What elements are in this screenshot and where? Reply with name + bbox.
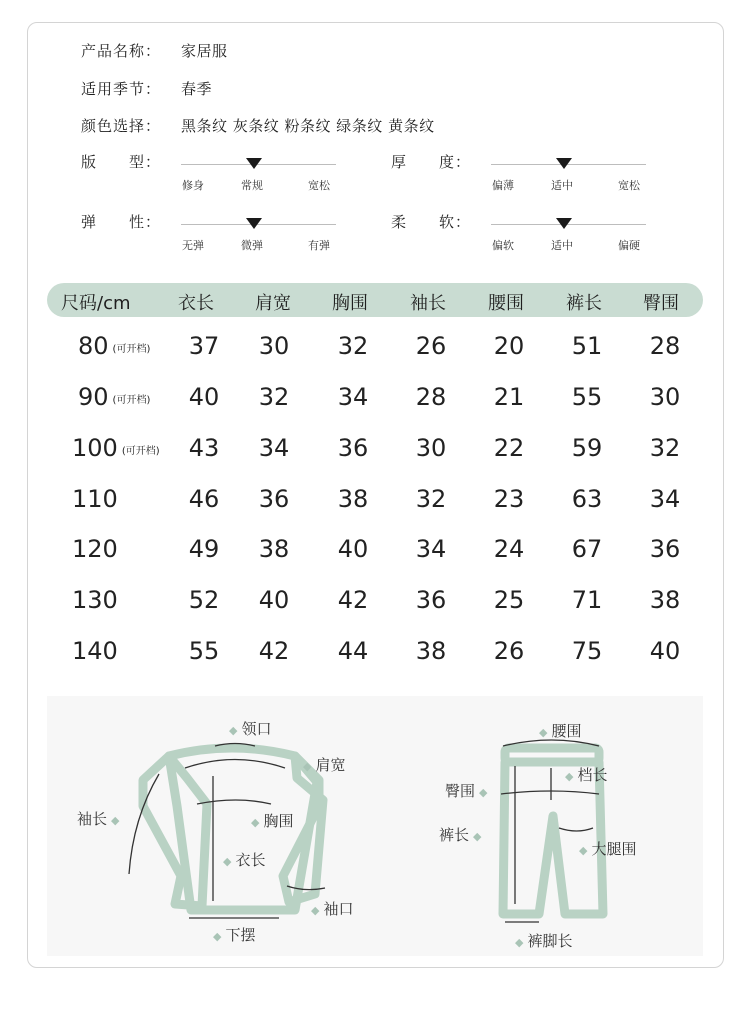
product-name-row	[81, 40, 228, 61]
label-chest: ◆ 胸围	[251, 812, 294, 830]
size-value: 90	[78, 383, 109, 411]
measurement-cell: 75	[571, 637, 603, 665]
measurement-cell: 59	[571, 434, 603, 462]
header-size: 尺码/cm	[61, 293, 131, 314]
table-row	[0, 637, 750, 677]
scale-option: 偏硬	[618, 239, 640, 252]
label-length: ◆ 衣长	[223, 851, 266, 869]
season-row	[81, 78, 212, 99]
scale-option: 适中	[551, 179, 573, 192]
scale-label: 厚 度：	[391, 153, 472, 171]
softness-scale	[391, 211, 691, 261]
measurement-cell: 21	[493, 383, 525, 411]
jacket-shape	[143, 748, 323, 910]
header-hip: 臀围	[643, 293, 679, 314]
scale-option: 偏薄	[492, 179, 514, 192]
scale-option: 宽松	[308, 179, 330, 192]
measurement-cell: 49	[188, 535, 220, 563]
measurement-cell: 32	[337, 332, 369, 360]
header-pants-length: 裤长	[566, 293, 602, 314]
measurement-cell: 44	[337, 637, 369, 665]
measurement-cell: 24	[493, 535, 525, 563]
size-value: 120	[72, 535, 118, 563]
scale-option: 修身	[182, 179, 204, 192]
measurement-cell: 40	[649, 637, 681, 665]
measurement-cell: 32	[415, 485, 447, 513]
scale-label: 弹 性：	[81, 213, 162, 231]
scale-option: 宽松	[618, 179, 640, 192]
label-leg-opening: ◆ 裤脚长	[515, 932, 573, 950]
size-cell	[72, 485, 118, 513]
measurement-cell: 55	[188, 637, 220, 665]
measurement-cell: 36	[415, 586, 447, 614]
label-collar: ◆ 领口	[229, 720, 272, 738]
size-cell	[72, 586, 118, 614]
scale-marker-icon	[246, 218, 262, 229]
season-label: 适用季节：	[81, 80, 162, 98]
product-name-label: 产品名称：	[81, 42, 162, 60]
measurement-cell: 34	[258, 434, 290, 462]
measurement-cell: 67	[571, 535, 603, 563]
size-cell	[78, 332, 150, 360]
measurement-cell: 28	[649, 332, 681, 360]
table-row	[0, 383, 750, 423]
scale-marker-icon	[556, 158, 572, 169]
measurement-diagram	[47, 696, 703, 956]
color-row	[81, 115, 435, 136]
header-length: 衣长	[178, 293, 214, 314]
measurement-cell: 38	[649, 586, 681, 614]
measurement-cell: 32	[649, 434, 681, 462]
scale-option: 偏软	[492, 239, 514, 252]
size-value: 140	[72, 637, 118, 665]
size-cell	[72, 637, 118, 665]
scale-label: 柔 软：	[391, 213, 472, 231]
fit-scale	[81, 151, 381, 201]
measurement-cell: 34	[415, 535, 447, 563]
size-cell	[72, 535, 118, 563]
table-row	[0, 332, 750, 372]
size-note: (可开档)	[121, 445, 160, 457]
measurement-cell: 71	[571, 586, 603, 614]
measurement-cell: 38	[415, 637, 447, 665]
color-label: 颜色选择：	[81, 117, 162, 135]
table-row	[0, 535, 750, 575]
size-cell	[72, 434, 160, 462]
measurement-cell: 42	[337, 586, 369, 614]
measurement-cell: 22	[493, 434, 525, 462]
measurement-cell: 43	[188, 434, 220, 462]
measurement-cell: 34	[649, 485, 681, 513]
measurement-cell: 55	[571, 383, 603, 411]
size-note: (可开档)	[112, 394, 151, 406]
measurement-cell: 26	[493, 637, 525, 665]
header-shoulder: 肩宽	[255, 293, 291, 314]
scale-option: 适中	[551, 239, 573, 252]
measurement-cell: 42	[258, 637, 290, 665]
label-cuff: ◆ 袖口	[311, 900, 354, 918]
measurement-cell: 51	[571, 332, 603, 360]
label-shoulder: ◆ 肩宽	[303, 756, 346, 774]
label-pants-length: 裤长 ◆	[439, 826, 482, 844]
scale-option: 微弹	[241, 239, 263, 252]
size-value: 100	[72, 434, 118, 462]
table-row	[0, 434, 750, 474]
measurement-cell: 34	[337, 383, 369, 411]
measurement-cell: 30	[258, 332, 290, 360]
thickness-scale	[391, 151, 691, 201]
measurement-cell: 20	[493, 332, 525, 360]
scale-label: 版 型：	[81, 153, 162, 171]
measurement-cell: 32	[258, 383, 290, 411]
size-value: 130	[72, 586, 118, 614]
measurement-cell: 63	[571, 485, 603, 513]
label-hip: 臀围 ◆	[445, 782, 488, 800]
label-waist: ◆ 腰围	[539, 722, 582, 740]
scale-marker-icon	[556, 218, 572, 229]
measurement-cell: 28	[415, 383, 447, 411]
measurement-cell: 23	[493, 485, 525, 513]
measurement-cell: 38	[337, 485, 369, 513]
size-table-header	[47, 283, 703, 317]
size-value: 80	[78, 332, 109, 360]
measurement-cell: 40	[337, 535, 369, 563]
label-sleeve: 袖长 ◆	[77, 810, 120, 828]
scale-option: 常规	[241, 179, 263, 192]
measurement-cell: 37	[188, 332, 220, 360]
table-row	[0, 586, 750, 626]
season-value: 春季	[181, 80, 213, 98]
scale-option: 无弹	[182, 239, 204, 252]
color-value: 黑条纹 灰条纹 粉条纹 绿条纹 黄条纹	[181, 117, 435, 135]
scale-option: 有弹	[308, 239, 330, 252]
measurement-cell: 46	[188, 485, 220, 513]
elasticity-scale	[81, 211, 381, 261]
header-waist: 腰围	[488, 293, 524, 314]
measurement-cell: 30	[649, 383, 681, 411]
scale-marker-icon	[246, 158, 262, 169]
measurement-cell: 52	[188, 586, 220, 614]
measurement-cell: 25	[493, 586, 525, 614]
label-thigh: ◆ 大腿围	[579, 840, 637, 858]
measurement-cell: 40	[258, 586, 290, 614]
header-sleeve: 袖长	[410, 293, 446, 314]
measurement-cell: 40	[188, 383, 220, 411]
measurement-cell: 36	[258, 485, 290, 513]
size-value: 110	[72, 485, 118, 513]
measurement-cell: 30	[415, 434, 447, 462]
garment-illustration	[47, 696, 703, 956]
product-name-value: 家居服	[181, 42, 228, 60]
header-chest: 胸围	[332, 293, 368, 314]
table-row	[0, 485, 750, 525]
size-note: (可开档)	[112, 343, 151, 355]
measurement-cell: 36	[337, 434, 369, 462]
size-cell	[78, 383, 150, 411]
label-rise: ◆ 档长	[565, 766, 608, 784]
measurement-cell: 26	[415, 332, 447, 360]
label-hem: ◆ 下摆	[213, 926, 256, 944]
measurement-cell: 38	[258, 535, 290, 563]
measurement-cell: 36	[649, 535, 681, 563]
